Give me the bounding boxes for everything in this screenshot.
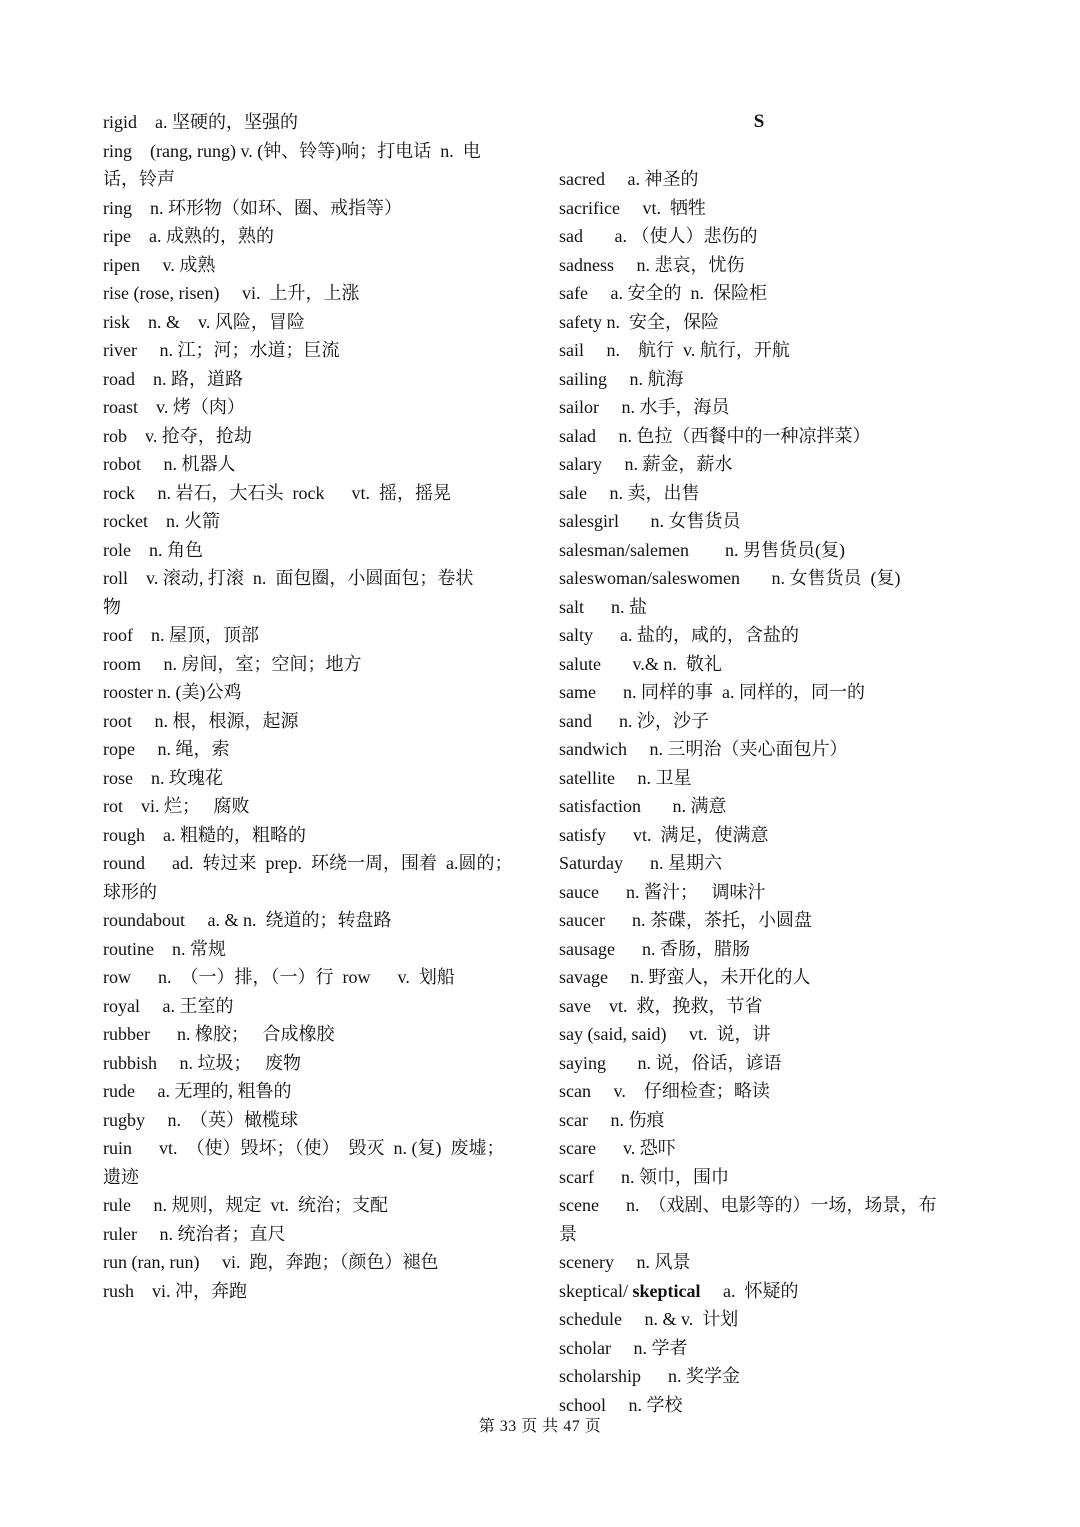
vocab-entry: scarf n. 领巾，围巾: [559, 1166, 729, 1187]
vocab-entry: roundabout a. & n. 绕道的；转盘路: [103, 910, 392, 930]
vocab-entry: ripe a. 成熟的，熟的: [103, 226, 274, 246]
vocab-entry: round ad. 转过来 prep. 环绕一周，围着 a.圆的；: [103, 853, 513, 873]
vocab-entry: salesgirl n. 女售货员: [559, 511, 741, 531]
vocab-entry: scholarship n. 奖学金: [559, 1366, 740, 1386]
right-entries: [559, 165, 969, 1277]
vocab-entry: ruin vt. （使）毁坏；（使） 毁灭 n. (复) 废墟；: [103, 1138, 505, 1158]
vocab-entry: savage n. 野蛮人，未开化的人: [559, 967, 811, 987]
vocab-entry: sad a. （使人）悲伤的: [559, 226, 758, 246]
vocab-entry: Saturday n. 星期六: [559, 853, 722, 873]
vocab-entry: royal a. 王室的: [103, 995, 234, 1016]
vocab-entry: scholar n. 学者: [559, 1337, 688, 1358]
vocab-entry: sauce n. 酱汁； 调味汁: [559, 881, 766, 902]
vocab-entry: 话，铃声: [103, 169, 175, 189]
vocab-entry: river n. 江；河；水道；巨流: [103, 340, 340, 360]
vocab-entry: sale n. 卖，出售: [559, 482, 700, 503]
vocab-entry: sacrifice vt. 牺牲: [559, 197, 706, 218]
vocab-entry: rope n. 绳，索: [103, 739, 230, 759]
vocab-entry: 物: [103, 596, 121, 617]
vocab-entry: satisfaction n. 满意: [559, 796, 727, 816]
vocab-entry: ruler n. 统治者；直尺: [103, 1223, 286, 1244]
vocab-entry: scar n. 伤痕: [559, 1109, 665, 1130]
vocab-entry: rugby n. （英）橄榄球: [103, 1109, 298, 1130]
vocab-entry: roast v. 烤（肉）: [103, 397, 245, 417]
vocab-entry: school n. 学校: [559, 1394, 683, 1415]
vocab-entry: salty a. 盐的，咸的，含盐的: [559, 625, 799, 645]
vocab-entry: safety n. 安全，保险: [559, 311, 719, 332]
vocab-entry: rough a. 粗糙的，粗略的: [103, 824, 306, 845]
vocab-entry: rot vi. 烂； 腐败: [103, 796, 250, 816]
vocab-entry: ring (rang, rung) v. (钟、铃等)响；打电话 n. 电: [103, 140, 481, 161]
section-spacer: [559, 137, 969, 166]
vocab-entry: role n. 角色: [103, 539, 203, 560]
vocab-entry: run (ran, run) vi. 跑，奔跑；（颜色）褪色: [103, 1252, 439, 1272]
vocab-entry: 球形的: [103, 881, 157, 902]
vocab-entry: road n. 路，道路: [103, 368, 243, 389]
vocab-entry: ripen v. 成熟: [103, 254, 216, 275]
vocab-entry: ring n. 环形物（如环、圈、戒指等）: [103, 197, 402, 218]
vocab-entry: rigid a. 坚硬的，坚强的: [103, 112, 298, 132]
vocab-entry: roll v. 滚动, 打滚 n. 面包圈，小圆面包；卷状: [103, 568, 474, 588]
entry-suffix: a. 怀疑的: [700, 1280, 799, 1301]
vocab-entry: say (said, said) vt. 说，讲: [559, 1024, 771, 1044]
vocab-entry: rubber n. 橡胶； 合成橡胶: [103, 1024, 335, 1044]
entry-prefix: skeptical/: [559, 1280, 633, 1301]
vocab-entry: rocket n. 火箭: [103, 511, 220, 531]
vocab-entry: 遗迹: [103, 1166, 139, 1187]
vocab-entry: sandwich n. 三明治（夹心面包片）: [559, 739, 848, 759]
vocab-entry: rooster n. (美)公鸡: [103, 682, 242, 702]
vocab-entry: rise (rose, risen) vi. 上升，上涨: [103, 283, 360, 303]
vocab-entry: safe a. 安全的 n. 保险柜: [559, 283, 767, 303]
right-column: [559, 108, 969, 1419]
vocab-entry: satisfy vt. 满足，使满意: [559, 824, 769, 845]
vocab-entry: row n. （一）排，（一）行 row v. 划船: [103, 967, 455, 987]
vocab-entry: scare v. 恐吓: [559, 1138, 676, 1158]
vocab-entry: room n. 房间，室；空间；地方: [103, 653, 362, 674]
vocab-entry: salary n. 薪金，薪水: [559, 454, 733, 474]
vocab-entry: rob v. 抢夺，抢劫: [103, 425, 252, 446]
vocab-entry: satellite n. 卫星: [559, 767, 692, 788]
vocab-entry: save vt. 救，挽救，节省: [559, 995, 763, 1016]
vocab-entry: roof n. 屋顶，顶部: [103, 625, 259, 645]
vocab-entry: 景: [559, 1223, 577, 1244]
vocab-entry: rock n. 岩石，大石头 rock vt. 摇，摇晃: [103, 482, 451, 503]
vocab-entry: rule n. 规则，规定 vt. 统治；支配: [103, 1195, 388, 1215]
vocab-entry: root n. 根，根源，起源: [103, 710, 299, 731]
vocab-entry: salt n. 盐: [559, 596, 647, 617]
page-footer: 第 33 页 共 47 页: [478, 1418, 602, 1435]
vocab-entry: scan v. 仔细检查；略读: [559, 1081, 770, 1101]
vocab-entry: sand n. 沙，沙子: [559, 710, 709, 731]
vocab-entry: scenery n. 风景: [559, 1252, 691, 1272]
right-entries-tail: [559, 1305, 969, 1419]
vocab-entry: salad n. 色拉（西餐中的一种凉拌菜）: [559, 425, 871, 446]
vocab-entry: sausage n. 香肠，腊肠: [559, 938, 750, 959]
vocab-entry: schedule n. & v. 计划: [559, 1309, 739, 1329]
vocab-entry: rubbish n. 垃圾； 废物: [103, 1052, 301, 1073]
vocab-entry: salesman/salemen n. 男售货员(复): [559, 539, 845, 560]
vocab-entry: salute v.& n. 敬礼: [559, 653, 722, 674]
vocab-entry: saucer n. 茶碟，茶托，小圆盘: [559, 910, 812, 930]
vocab-entry: robot n. 机器人: [103, 454, 236, 474]
vocab-entry: sadness n. 悲哀，忧伤: [559, 254, 745, 275]
vocab-entry-skeptical: [559, 1277, 969, 1306]
entry-bold-word: skeptical: [632, 1280, 701, 1301]
vocab-entry: rush vi. 冲，奔跑: [103, 1280, 247, 1301]
vocab-entry: sailor n. 水手，海员: [559, 397, 730, 417]
vocab-entry: same n. 同样的事 a. 同样的，同一的: [559, 682, 865, 702]
vocab-entry: sailing n. 航海: [559, 368, 684, 389]
section-heading: S: [753, 111, 765, 132]
vocab-entry: sail n. 航行 v. 航行，开航: [559, 340, 790, 360]
vocab-entry: saleswoman/saleswomen n. 女售货员 (复): [559, 568, 901, 588]
vocab-entry: sacred a. 神圣的: [559, 169, 699, 189]
left-column: [103, 108, 523, 1305]
vocab-entry: routine n. 常规: [103, 938, 226, 959]
vocab-entry: saying n. 说，俗话，谚语: [559, 1052, 782, 1073]
vocab-entry: scene n. （戏剧、电影等的）一场，场景，布: [559, 1195, 937, 1215]
vocab-entry: rude a. 无理的, 粗鲁的: [103, 1081, 292, 1101]
vocab-entry: rose n. 玫瑰花: [103, 767, 223, 788]
vocab-entry: risk n. & v. 风险，冒险: [103, 311, 305, 332]
